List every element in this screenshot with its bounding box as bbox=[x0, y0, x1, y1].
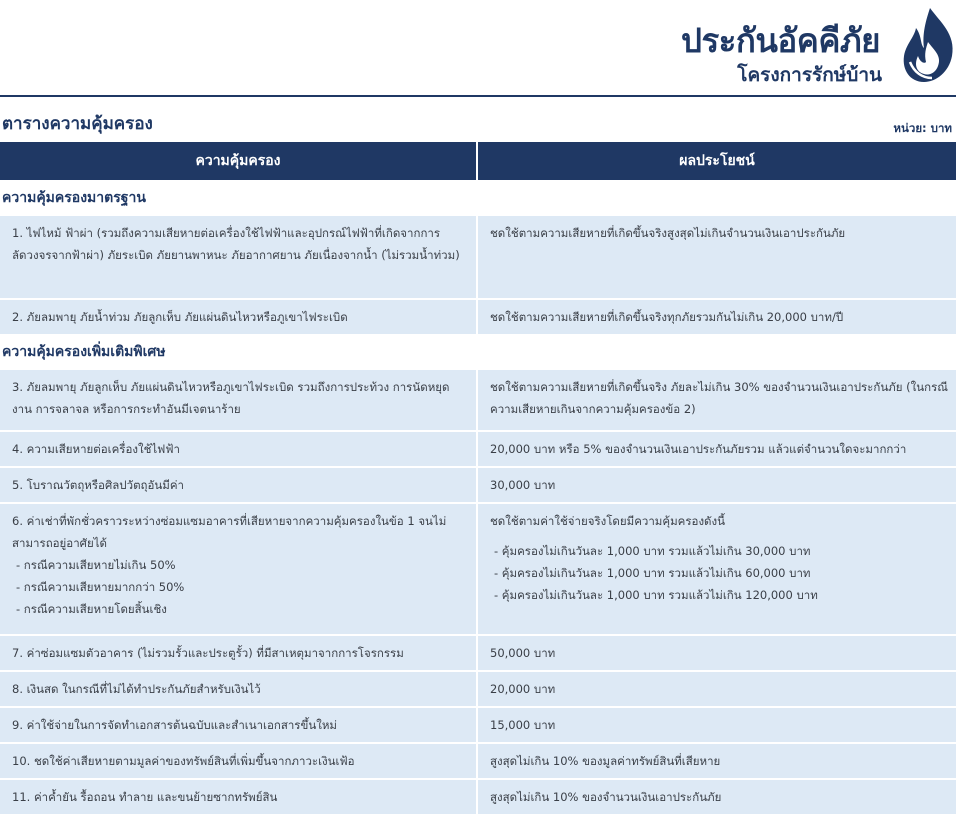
benefit-cell: 30,000 บาท bbox=[478, 466, 956, 502]
table-header-row bbox=[0, 142, 956, 180]
unit-label: หน่วย: บาท bbox=[893, 121, 952, 135]
coverage-sub-item: - กรณีความเสียหายไม่เกิน 50% bbox=[16, 558, 176, 572]
coverage-text: 6. ค่าเช่าที่พักชั่วคราวระหว่างซ่อมแซมอาคารที่เสียหายจากความคุ้มครองในข้อ 1 จนไม่สามารถอยู่อาศัยได้ bbox=[12, 514, 447, 550]
benefit-cell bbox=[478, 502, 956, 634]
table-row bbox=[0, 706, 956, 742]
flame-logo-icon bbox=[900, 6, 956, 84]
coverage-cell: 8. เงินสด ในกรณีที่ไม่ได้ทำประกันภัยสำหรับเงินไว้ bbox=[0, 670, 478, 706]
benefit-sub-item: - คุ้มครองไม่เกินวันละ 1,000 บาท รวมแล้วไม่เกิน 120,000 บาท bbox=[494, 588, 818, 602]
group-title-extra: ความคุ้มครองเพิ่มเติมพิเศษ bbox=[0, 334, 956, 368]
coverage-cell: 10. ชดใช้ค่าเสียหายตามมูลค่าของทรัพย์สินที่เพิ่มขึ้นจากภาวะเงินเฟ้อ bbox=[0, 742, 478, 778]
group-title-standard: ความคุ้มครองมาตรฐาน bbox=[0, 180, 956, 214]
benefit-sub-item: - คุ้มครองไม่เกินวันละ 1,000 บาท รวมแล้วไม่เกิน 60,000 บาท bbox=[494, 566, 811, 580]
column-header-benefit: ผลประโยชน์ bbox=[478, 142, 956, 180]
benefit-sub-item: - คุ้มครองไม่เกินวันละ 1,000 บาท รวมแล้วไม่เกิน 30,000 บาท bbox=[494, 544, 811, 558]
section-title: ตารางความคุ้มครอง bbox=[2, 114, 153, 134]
table-row bbox=[0, 214, 956, 298]
coverage-sub-item: - กรณีความเสียหายมากกว่า 50% bbox=[16, 580, 185, 594]
coverage-cell: 5. โบราณวัตถุหรือศิลปวัตถุอันมีค่า bbox=[0, 466, 478, 502]
table-row bbox=[0, 466, 956, 502]
page-header bbox=[0, 0, 956, 98]
table-row bbox=[0, 368, 956, 430]
benefit-cell: 50,000 บาท bbox=[478, 634, 956, 670]
benefit-cell: ชดใช้ตามความเสียหายที่เกิดขึ้นจริง ภัยละไม่เกิน 30% ของจำนวนเงินเอาประกันภัย (ในกรณีความเสียหายเกินจากความคุ้มครองข้อ 2) bbox=[478, 368, 956, 430]
coverage-sub-item: - กรณีความเสียหายโดยสิ้นเชิง bbox=[16, 602, 167, 616]
benefit-cell: 20,000 บาท bbox=[478, 670, 956, 706]
coverage-cell: 2. ภัยลมพายุ ภัยน้ำท่วม ภัยลูกเห็บ ภัยแผ่นดินไหวหรือภูเขาไฟระเบิด bbox=[0, 298, 478, 334]
table-row bbox=[0, 670, 956, 706]
coverage-cell: 1. ไฟไหม้ ฟ้าผ่า (รวมถึงความเสียหายต่อเครื่องใช้ไฟฟ้าและอุปกรณ์ไฟฟ้าที่เกิดจากการลัดวงจรจากฟ้าผ่า) ภัยระเบิด ภัยยานพาหนะ ภัยอากาศยาน ภัยเนื่องจากน้ำ (ไม่รวมน้ำท่วม) bbox=[0, 214, 478, 298]
benefit-text: ชดใช้ตามค่าใช้จ่ายจริงโดยมีความคุ้มครองดังนี้ bbox=[490, 514, 725, 528]
table-row bbox=[0, 742, 956, 778]
benefit-cell: ชดใช้ตามความเสียหายที่เกิดขึ้นจริงทุกภัยรวมกันไม่เกิน 20,000 บาท/ปี bbox=[478, 298, 956, 334]
group-row-extra bbox=[0, 334, 956, 368]
coverage-cell: 7. ค่าซ่อมแซมตัวอาคาร (ไม่รวมรั้วและประตูรั้ว) ที่มีสาเหตุมาจากการโจรกรรม bbox=[0, 634, 478, 670]
benefit-cell: 20,000 บาท หรือ 5% ของจำนวนเงินเอาประกันภัยรวม แล้วแต่จำนวนใดจะมากกว่า bbox=[478, 430, 956, 466]
header-divider bbox=[0, 95, 956, 97]
spacer bbox=[490, 532, 948, 540]
benefit-cell: สูงสุดไม่เกิน 10% ของจำนวนเงินเอาประกันภัย bbox=[478, 778, 956, 814]
table-row bbox=[0, 502, 956, 634]
benefit-cell: สูงสุดไม่เกิน 10% ของมูลค่าทรัพย์สินที่เสียหาย bbox=[478, 742, 956, 778]
benefit-cell: ชดใช้ตามความเสียหายที่เกิดขึ้นจริงสูงสุดไม่เกินจำนวนเงินเอาประกันภัย bbox=[478, 214, 956, 298]
coverage-cell bbox=[0, 502, 478, 634]
column-header-coverage: ความคุ้มครอง bbox=[0, 142, 478, 180]
page-subtitle: โครงการรักษ์บ้าน bbox=[737, 64, 882, 86]
table-row bbox=[0, 430, 956, 466]
table-row bbox=[0, 634, 956, 670]
group-row-standard bbox=[0, 180, 956, 214]
coverage-cell: 3. ภัยลมพายุ ภัยลูกเห็บ ภัยแผ่นดินไหวหรือภูเขาไฟระเบิด รวมถึงการประท้วง การนัดหยุดงาน การจลาจล หรือการกระทำอันมีเจตนาร้าย bbox=[0, 368, 478, 430]
page-title: ประกันอัคคีภัย bbox=[681, 21, 880, 60]
benefit-cell: 15,000 บาท bbox=[478, 706, 956, 742]
table-row bbox=[0, 298, 956, 334]
table-row bbox=[0, 778, 956, 814]
coverage-cell: 11. ค่าค้ำยัน รื้อถอน ทำลาย และขนย้ายซากทรัพย์สิน bbox=[0, 778, 478, 814]
coverage-table bbox=[0, 142, 956, 814]
coverage-cell: 4. ความเสียหายต่อเครื่องใช้ไฟฟ้า bbox=[0, 430, 478, 466]
coverage-cell: 9. ค่าใช้จ่ายในการจัดทำเอกสารต้นฉบับและสำเนาเอกสารขึ้นใหม่ bbox=[0, 706, 478, 742]
